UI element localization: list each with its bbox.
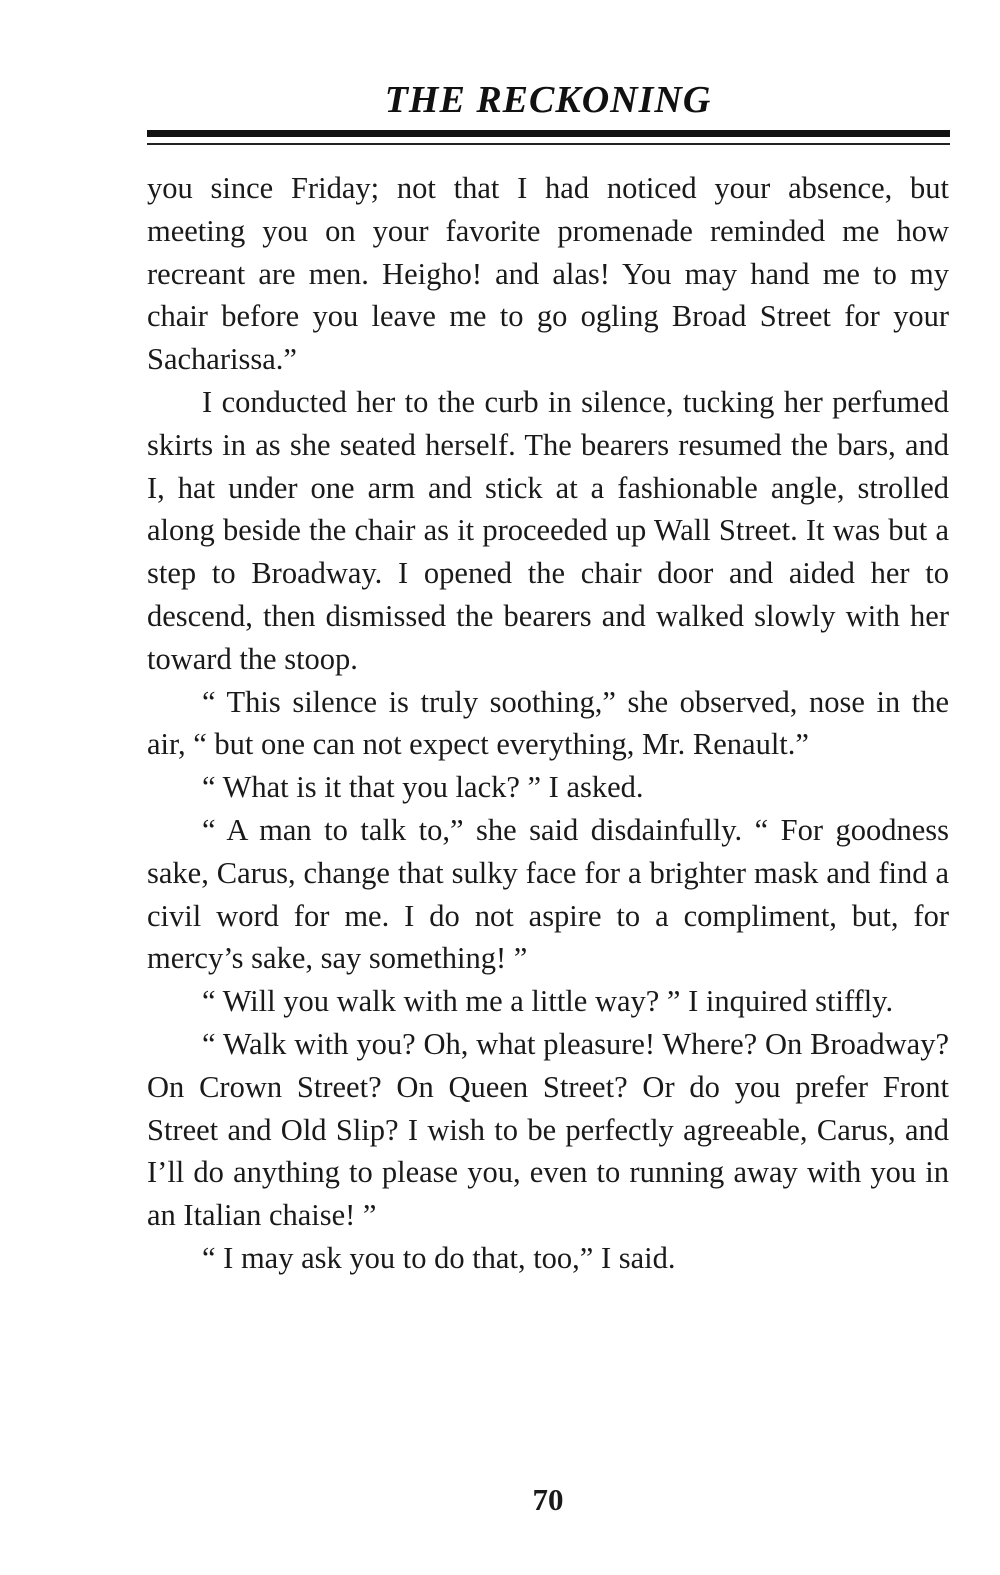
header-rule-thin (147, 143, 950, 145)
paragraph-3: “ What is it that you lack? ” I asked. (202, 770, 644, 805)
paragraph-4: “ A man to talk to,” she said disdainfully. “ For goodness sake, Carus, change that sulky face for a brighter mask and find a civil word for me. I do not aspire to a compliment, but, for mercy’s sake, say something! ” (147, 812, 949, 976)
paragraph-2: “ This silence is truly soothing,” she observed, nose in the air, “ but one can not expect everything, Mr. Renault.” (147, 684, 949, 762)
paragraph-6: “ Walk with you? Oh, what pleasure! Where? On Broadway? On Crown Street? On Queen Street? Or do you prefer Front Street and Old Slip? I wish to be perfectly agreeable, Carus, and I’ll do anything to please you, even to running away with you in an Italian chaise! ” (147, 1026, 949, 1233)
paragraph-0: you since Friday; not that I had noticed your absence, but meeting you on your favorite promenade reminded me how recreant are men. Heigho! and alas! You may hand me to my chair before you leave me to go ogling Broad Street for your Sacharissa.” (147, 171, 949, 377)
running-title: THE RECKONING (384, 79, 712, 121)
paragraph-5: “ Will you walk with me a little way? ” I inquired stiffly. (202, 984, 894, 1019)
paragraph-1: I conducted her to the curb in silence, tucking her perfumed skirts in as she seated herself. The bearers resumed the bars, and I, hat under one arm and stick at a fashionable angle, strolled along beside the chair as it proceeded up Wall Street. It was but a step to Broadway. I opened the chair door and aided her to descend, then dismissed the bearers and walked slowly with her toward the stoop. (147, 384, 949, 676)
header-rule-thick (147, 130, 950, 137)
body-text (147, 167, 949, 1280)
paragraph-7: “ I may ask you to do that, too,” I said. (202, 1240, 676, 1275)
book-page (147, 80, 949, 1540)
page-number: 70 (532, 1482, 564, 1517)
